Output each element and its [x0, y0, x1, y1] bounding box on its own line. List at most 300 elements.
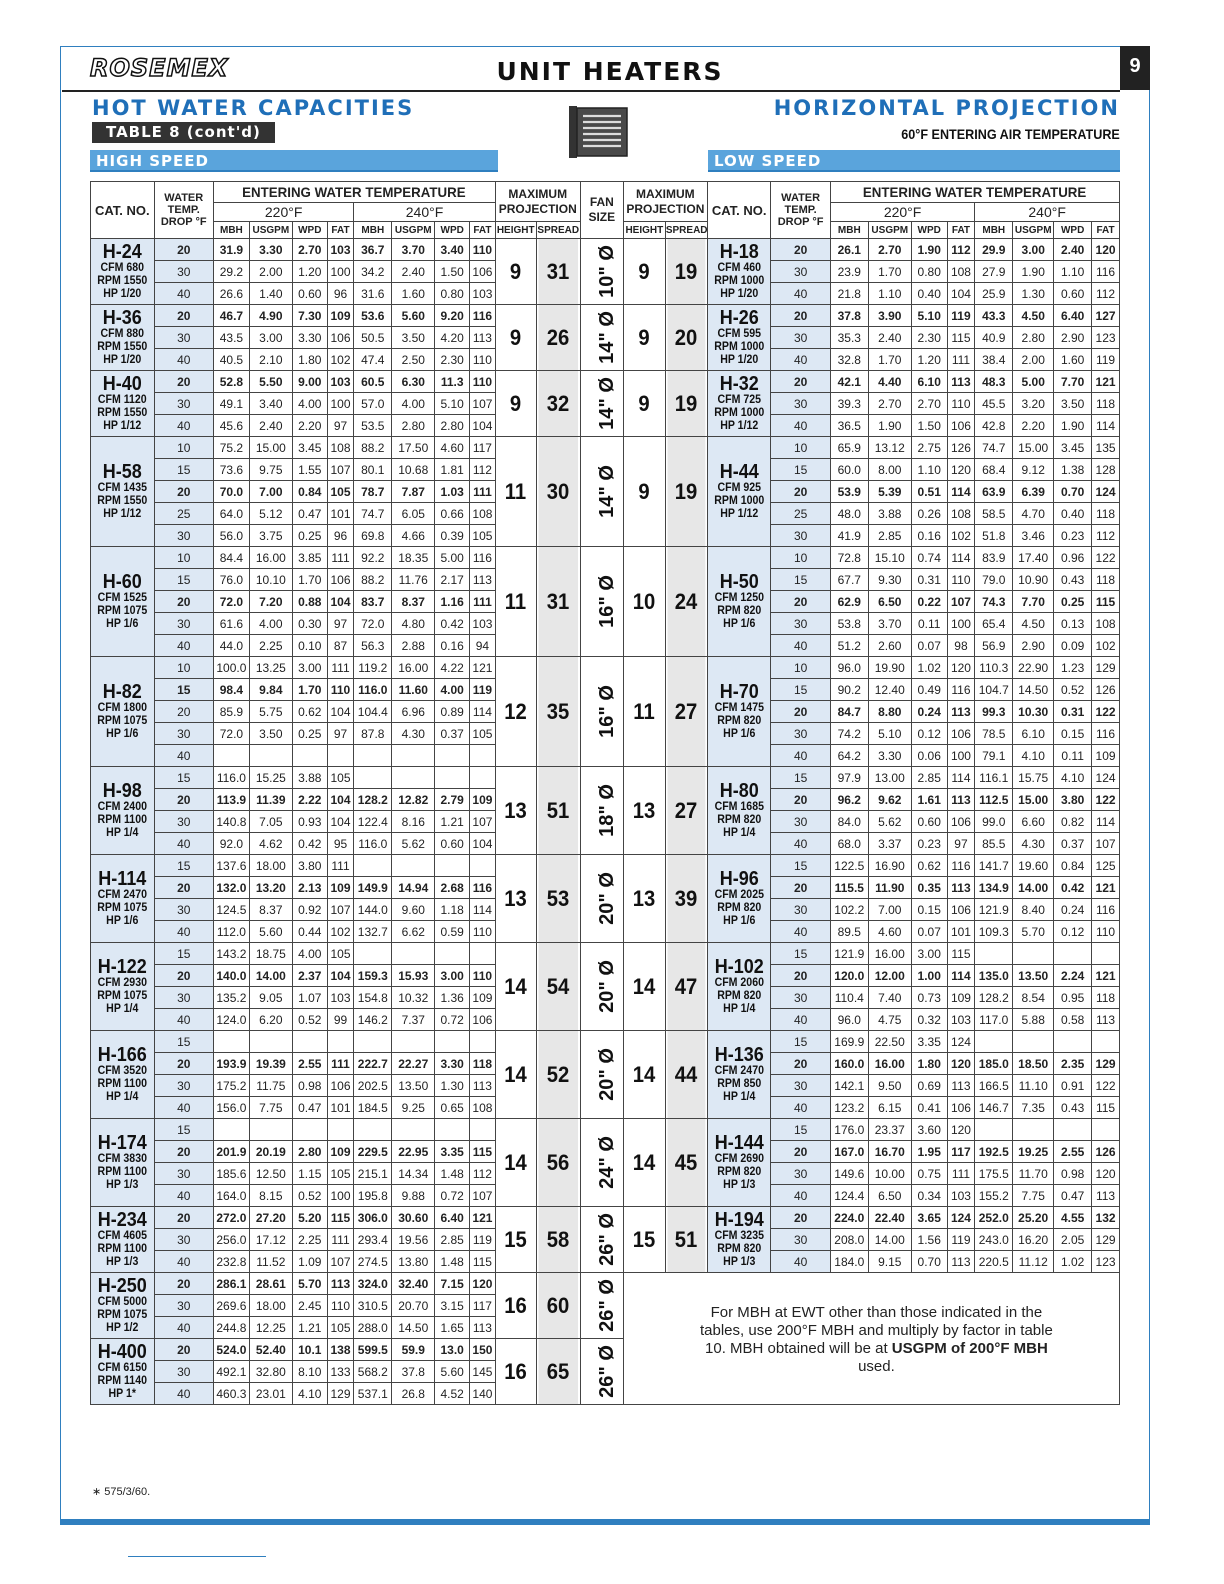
value-cell: 31.6: [354, 283, 392, 305]
cat-cell-high: [91, 1339, 155, 1405]
cat-hp: HP 1/2: [106, 1322, 139, 1334]
value-cell: 113: [470, 1317, 496, 1339]
value-cell: 0.07: [911, 921, 947, 943]
value-cell: 0.72: [435, 1185, 470, 1207]
value-cell: 2.60: [868, 635, 911, 657]
value-cell: 1.09: [292, 1251, 327, 1273]
temp-drop-cell: 40: [154, 1097, 213, 1119]
value-cell: 10.90: [1013, 569, 1054, 591]
value-cell: 106: [327, 1075, 354, 1097]
cat-rpm: RPM 1000: [714, 275, 765, 287]
value-cell: 115: [327, 1207, 354, 1229]
value-cell: 5.00: [435, 547, 470, 569]
value-cell: 116: [1092, 261, 1120, 283]
cat-rpm: RPM 820: [717, 902, 762, 914]
table-label: TABLE 8 (cont'd): [92, 122, 275, 143]
value-cell: 3.00: [435, 965, 470, 987]
temp-drop-cell: 30: [154, 525, 213, 547]
value-cell: 0.12: [911, 723, 947, 745]
value-cell: 3.35: [911, 1031, 947, 1053]
value-cell: 121.9: [830, 943, 868, 965]
projection-spread-low: 45: [667, 1119, 706, 1207]
temp-drop-cell: 15: [771, 1031, 830, 1053]
projection-spread-low: 44: [667, 1031, 706, 1119]
value-cell: 51.2: [830, 635, 868, 657]
value-cell: 19.90: [868, 657, 911, 679]
value-cell: 110: [470, 239, 496, 261]
value-cell: [975, 943, 1013, 965]
cat-cell-low: [707, 305, 771, 371]
value-cell: 22.95: [392, 1141, 435, 1163]
value-cell: 4.00: [292, 393, 327, 415]
cat-rpm: RPM 1550: [97, 341, 148, 353]
value-cell: [1013, 1031, 1054, 1053]
value-cell: 107: [327, 459, 354, 481]
value-cell: 124.0: [213, 1009, 249, 1031]
value-cell: 19.39: [249, 1053, 292, 1075]
value-cell: 3.70: [868, 613, 911, 635]
footnote: ∗ 575/3/60.: [92, 1486, 151, 1498]
fan-size-cell: [580, 1119, 623, 1207]
value-cell: 56.0: [213, 525, 249, 547]
value-cell: 113: [470, 327, 496, 349]
temp-drop-cell: 30: [154, 613, 213, 635]
value-cell: 15.00: [1013, 789, 1054, 811]
value-cell: [213, 745, 249, 767]
value-cell: 0.80: [911, 261, 947, 283]
value-cell: 59.9: [392, 1339, 435, 1361]
fan-size-cell: [580, 305, 623, 371]
col-height-low: HEIGHT: [623, 222, 665, 239]
temp-drop-cell: 20: [771, 1053, 830, 1075]
value-cell: 1.23: [1054, 657, 1092, 679]
value-cell: 16.70: [868, 1141, 911, 1163]
value-cell: 116.0: [354, 833, 392, 855]
value-cell: 3.30: [249, 239, 292, 261]
value-cell: 13.20: [249, 877, 292, 899]
value-cell: 0.58: [1054, 1009, 1092, 1031]
fan-size-cell: [580, 657, 623, 767]
value-cell: 155.2: [975, 1185, 1013, 1207]
value-cell: 74.2: [830, 723, 868, 745]
table-row: [91, 1119, 1120, 1141]
projection-height-high: 11: [497, 437, 535, 547]
value-cell: 1.38: [1054, 459, 1092, 481]
value-cell: 129: [1092, 1229, 1120, 1251]
value-cell: 0.88: [292, 591, 327, 613]
value-cell: 256.0: [213, 1229, 249, 1251]
value-cell: 3.45: [292, 437, 327, 459]
value-cell: 0.84: [292, 481, 327, 503]
value-cell: 53.8: [830, 613, 868, 635]
value-cell: 18.00: [249, 855, 292, 877]
value-cell: 1.81: [435, 459, 470, 481]
value-cell: 0.15: [1054, 723, 1092, 745]
cat-number: H-26: [719, 307, 759, 329]
value-cell: 100: [327, 393, 354, 415]
value-cell: 0.80: [435, 283, 470, 305]
value-cell: 537.1: [354, 1383, 392, 1405]
fan-size-cell: [580, 547, 623, 657]
value-cell: 113: [947, 1075, 975, 1097]
value-cell: 104.4: [354, 701, 392, 723]
value-cell: 84.7: [830, 701, 868, 723]
value-cell: 192.5: [975, 1141, 1013, 1163]
value-cell: 60.0: [830, 459, 868, 481]
value-cell: 0.25: [292, 525, 327, 547]
cat-rpm: RPM 1075: [97, 990, 148, 1002]
value-cell: 121: [1092, 877, 1120, 899]
value-cell: 112.0: [213, 921, 249, 943]
value-cell: 48.3: [975, 371, 1013, 393]
value-cell: 124: [1092, 767, 1120, 789]
col-240-low: 240°F: [975, 203, 1120, 222]
value-cell: 51.8: [975, 525, 1013, 547]
cat-rpm: RPM 820: [717, 814, 762, 826]
projection-height-high: 15: [497, 1207, 535, 1273]
cat-number: H-82: [102, 681, 142, 703]
value-cell: 10.32: [392, 987, 435, 1009]
value-cell: 103: [327, 239, 354, 261]
value-cell: 15.00: [249, 437, 292, 459]
value-cell: 9.30: [868, 569, 911, 591]
value-cell: 58.5: [975, 503, 1013, 525]
temp-drop-cell: 15: [771, 569, 830, 591]
value-cell: 3.30: [435, 1053, 470, 1075]
table-row: [91, 239, 1120, 261]
projection-spread-low: 19: [667, 239, 706, 305]
value-cell: 116: [470, 877, 496, 899]
cat-cfm: CFM 925: [717, 482, 761, 494]
value-cell: 145: [470, 1361, 496, 1383]
cat-cell-high: [91, 767, 155, 855]
temp-drop-cell: 30: [771, 723, 830, 745]
cat-hp: HP 1/4: [106, 1003, 139, 1015]
value-cell: 110: [327, 679, 354, 701]
value-cell: 69.8: [354, 525, 392, 547]
cat-cell-high: [91, 855, 155, 943]
temp-drop-cell: 15: [154, 1031, 213, 1053]
value-cell: 74.7: [354, 503, 392, 525]
value-cell: 185.6: [213, 1163, 249, 1185]
value-cell: 116.0: [213, 767, 249, 789]
value-cell: 2.00: [1013, 349, 1054, 371]
value-cell: 104: [327, 591, 354, 613]
temp-drop-cell: 15: [771, 679, 830, 701]
value-cell: 102.2: [830, 899, 868, 921]
col-220-low: 220°F: [830, 203, 974, 222]
value-cell: 4.50: [1013, 305, 1054, 327]
value-cell: 7.00: [868, 899, 911, 921]
value-cell: 524.0: [213, 1339, 249, 1361]
value-cell: 11.10: [1013, 1075, 1054, 1097]
cat-rpm: RPM 1075: [97, 1309, 148, 1321]
value-cell: 16.00: [249, 547, 292, 569]
value-cell: 9.05: [249, 987, 292, 1009]
cat-rpm: RPM 1550: [97, 407, 148, 419]
value-cell: 1.07: [292, 987, 327, 1009]
value-cell: [1054, 1119, 1092, 1141]
temp-drop-cell: 40: [771, 415, 830, 437]
temp-drop-cell: 30: [154, 261, 213, 283]
cat-cfm: CFM 1685: [714, 801, 764, 813]
cat-hp: HP 1/20: [720, 354, 759, 366]
value-cell: 0.69: [911, 1075, 947, 1097]
value-cell: 110: [947, 569, 975, 591]
cat-rpm: RPM 1075: [97, 605, 148, 617]
col-240-high: 240°F: [354, 203, 495, 222]
value-cell: 3.90: [868, 305, 911, 327]
cat-rpm: RPM 1075: [97, 715, 148, 727]
temp-drop-cell: 20: [771, 591, 830, 613]
value-cell: 56.3: [354, 635, 392, 657]
value-cell: 193.9: [213, 1053, 249, 1075]
value-cell: 134.9: [975, 877, 1013, 899]
projection-height-low: 9: [625, 437, 664, 547]
value-cell: 166.5: [975, 1075, 1013, 1097]
value-cell: 185.0: [975, 1053, 1013, 1075]
value-cell: 26.8: [392, 1383, 435, 1405]
col-spread-low: SPREAD: [665, 222, 707, 239]
header-rule: [62, 90, 1120, 92]
value-cell: 70.0: [213, 481, 249, 503]
cat-number: H-58: [102, 461, 142, 483]
value-cell: 1.15: [292, 1163, 327, 1185]
value-cell: 115: [470, 1251, 496, 1273]
fan-size-value: 20" Ø: [595, 960, 618, 1013]
value-cell: 286.1: [213, 1273, 249, 1295]
value-cell: 101: [947, 921, 975, 943]
temp-drop-cell: 30: [154, 811, 213, 833]
value-cell: 156.0: [213, 1097, 249, 1119]
cat-cell-low: [707, 943, 771, 1031]
value-cell: 3.88: [292, 767, 327, 789]
value-cell: 7.75: [249, 1097, 292, 1119]
value-cell: 80.1: [354, 459, 392, 481]
value-cell: 103: [327, 371, 354, 393]
value-cell: 103: [947, 1185, 975, 1207]
value-cell: 7.35: [1013, 1097, 1054, 1119]
value-cell: 1.30: [1013, 283, 1054, 305]
value-cell: 109: [470, 987, 496, 1009]
temp-drop-cell: 15: [154, 459, 213, 481]
value-cell: 52.8: [213, 371, 249, 393]
value-cell: 104: [470, 415, 496, 437]
col-mbh-low: MBH: [830, 222, 868, 239]
value-cell: 3.60: [911, 1119, 947, 1141]
value-cell: [292, 1119, 327, 1141]
value-cell: 9.12: [1013, 459, 1054, 481]
value-cell: 143.2: [213, 943, 249, 965]
cat-cfm: CFM 1250: [714, 592, 764, 604]
value-cell: [470, 1031, 496, 1053]
temp-drop-cell: 10: [154, 657, 213, 679]
value-cell: 25.9: [975, 283, 1013, 305]
value-cell: 128.2: [975, 987, 1013, 1009]
value-cell: 4.70: [1013, 503, 1054, 525]
temp-drop-cell: 20: [771, 239, 830, 261]
value-cell: 110: [470, 349, 496, 371]
value-cell: 11.70: [1013, 1163, 1054, 1185]
value-cell: 27.9: [975, 261, 1013, 283]
value-cell: 599.5: [354, 1339, 392, 1361]
value-cell: 3.50: [1054, 393, 1092, 415]
value-cell: 0.89: [435, 701, 470, 723]
temp-drop-cell: 40: [771, 1009, 830, 1031]
value-cell: 4.50: [1013, 613, 1054, 635]
projection-height-high: 16: [497, 1273, 535, 1339]
value-cell: 4.90: [249, 305, 292, 327]
col-drop-label: WATER TEMP. DROP °F: [777, 192, 824, 228]
temp-drop-cell: 15: [154, 855, 213, 877]
value-cell: 79.0: [975, 569, 1013, 591]
value-cell: 22.90: [1013, 657, 1054, 679]
temp-drop-cell: 20: [154, 305, 213, 327]
temp-drop-cell: 40: [154, 283, 213, 305]
value-cell: 1.80: [292, 349, 327, 371]
temp-drop-cell: 40: [771, 921, 830, 943]
value-cell: 20.70: [392, 1295, 435, 1317]
value-cell: 105: [470, 723, 496, 745]
value-cell: 5.10: [435, 393, 470, 415]
value-cell: 6.10: [1013, 723, 1054, 745]
value-cell: 146.7: [975, 1097, 1013, 1119]
cat-cfm: CFM 460: [717, 262, 761, 274]
temp-drop-cell: 30: [154, 987, 213, 1009]
value-cell: 111: [470, 481, 496, 503]
value-cell: 1.56: [911, 1229, 947, 1251]
value-cell: 146.2: [354, 1009, 392, 1031]
cat-rpm: RPM 1000: [714, 341, 765, 353]
value-cell: 13.25: [249, 657, 292, 679]
cat-cell-low: [707, 239, 771, 305]
cat-cfm: CFM 2690: [714, 1153, 764, 1165]
cat-cfm: CFM 2930: [97, 977, 147, 989]
value-cell: 0.15: [911, 899, 947, 921]
projection-spread-high: 32: [538, 371, 579, 437]
value-cell: 4.52: [435, 1383, 470, 1405]
value-cell: 47.4: [354, 349, 392, 371]
value-cell: [470, 943, 496, 965]
cat-number: H-44: [719, 461, 759, 483]
value-cell: 2.24: [1054, 965, 1092, 987]
projection-height-low: 14: [625, 1119, 664, 1207]
cat-number: H-400: [97, 1341, 147, 1363]
value-cell: 140: [470, 1383, 496, 1405]
value-cell: 110: [947, 393, 975, 415]
temp-drop-cell: 20: [154, 877, 213, 899]
value-cell: 0.23: [911, 833, 947, 855]
temp-drop-cell: 20: [771, 965, 830, 987]
value-cell: 11.60: [392, 679, 435, 701]
cat-number: H-24: [102, 241, 142, 263]
value-cell: 0.75: [911, 1163, 947, 1185]
cat-cell-high: [91, 943, 155, 1031]
value-cell: 3.00: [249, 327, 292, 349]
value-cell: 7.87: [392, 481, 435, 503]
projection-spread-low: 19: [667, 371, 706, 437]
cat-cell-high: [91, 1031, 155, 1119]
value-cell: 4.22: [435, 657, 470, 679]
value-cell: 104: [327, 965, 354, 987]
cat-rpm: RPM 820: [717, 1243, 762, 1255]
cat-number: H-60: [102, 571, 142, 593]
cat-cfm: CFM 680: [100, 262, 145, 274]
value-cell: 7.37: [392, 1009, 435, 1031]
value-cell: 121: [470, 1207, 496, 1229]
value-cell: 114: [1092, 415, 1120, 437]
temp-drop-cell: 30: [154, 327, 213, 349]
value-cell: 116: [470, 305, 496, 327]
temp-drop-cell: 30: [771, 393, 830, 415]
value-cell: 7.15: [435, 1273, 470, 1295]
value-cell: 15.25: [249, 767, 292, 789]
value-cell: 36.5: [830, 415, 868, 437]
value-cell: 164.0: [213, 1185, 249, 1207]
value-cell: 3.35: [435, 1141, 470, 1163]
cat-cell-low: [707, 767, 771, 855]
value-cell: 103: [327, 987, 354, 1009]
cat-hp: HP 1/12: [103, 420, 142, 432]
table-row: [91, 437, 1120, 459]
value-cell: 110.4: [830, 987, 868, 1009]
value-cell: 112: [470, 1163, 496, 1185]
value-cell: 29.9: [975, 239, 1013, 261]
value-cell: 2.40: [392, 261, 435, 283]
value-cell: 113: [947, 701, 975, 723]
value-cell: 0.26: [911, 503, 947, 525]
value-cell: 1.10: [1054, 261, 1092, 283]
temp-drop-cell: 30: [771, 1075, 830, 1097]
projection-spread-high: 30: [538, 437, 579, 547]
value-cell: 74.3: [975, 591, 1013, 613]
note-bold: USGPM of 200°F MBH: [891, 1340, 1048, 1357]
temp-drop-cell: 15: [154, 767, 213, 789]
value-cell: 96: [327, 283, 354, 305]
temp-drop-cell: 20: [771, 789, 830, 811]
value-cell: 0.09: [1054, 635, 1092, 657]
value-cell: 122.4: [354, 811, 392, 833]
col-height-high: HEIGHT: [495, 222, 536, 239]
value-cell: 568.2: [354, 1361, 392, 1383]
value-cell: 3.85: [292, 547, 327, 569]
projection-spread-low: 27: [667, 767, 706, 855]
cat-hp: HP 1/3: [106, 1179, 139, 1191]
value-cell: 6.40: [435, 1207, 470, 1229]
value-cell: 123: [1092, 327, 1120, 349]
value-cell: 5.60: [392, 305, 435, 327]
col-drop-high: [154, 182, 213, 239]
projection-height-low: 13: [625, 855, 664, 943]
cat-number: H-96: [719, 868, 759, 890]
cat-cfm: CFM 4605: [97, 1230, 147, 1242]
value-cell: 2.55: [292, 1053, 327, 1075]
value-cell: 0.59: [435, 921, 470, 943]
value-cell: 4.20: [435, 327, 470, 349]
value-cell: 61.6: [213, 613, 249, 635]
value-cell: 73.6: [213, 459, 249, 481]
value-cell: 12.82: [392, 789, 435, 811]
cat-number: H-234: [97, 1209, 147, 1231]
value-cell: 98.4: [213, 679, 249, 701]
value-cell: 113: [470, 1075, 496, 1097]
value-cell: 0.42: [292, 833, 327, 855]
value-cell: 1.65: [435, 1317, 470, 1339]
value-cell: 6.20: [249, 1009, 292, 1031]
col-cat-high: [91, 182, 155, 239]
projection-spread-low: 24: [667, 547, 706, 657]
value-cell: 6.96: [392, 701, 435, 723]
